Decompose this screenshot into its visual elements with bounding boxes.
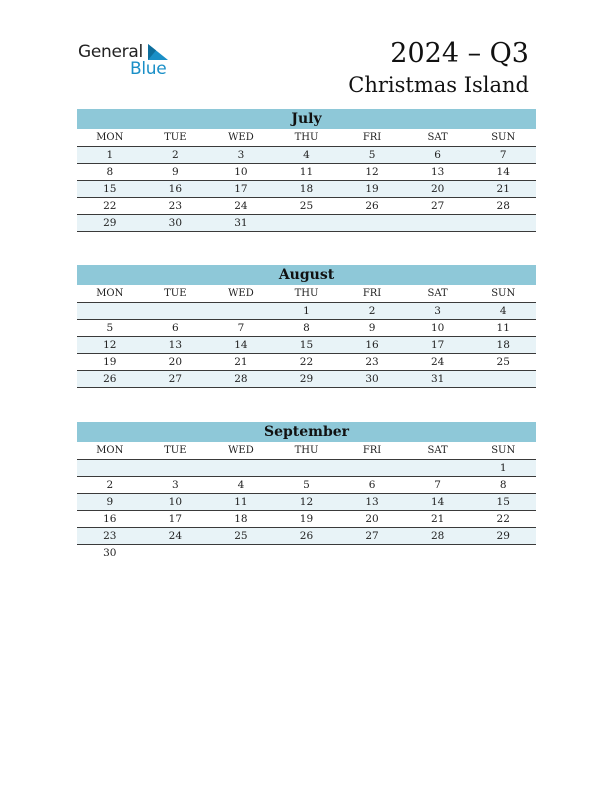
- day-cell: 6: [339, 477, 405, 494]
- day-cell: [274, 545, 340, 561]
- day-cell: 12: [274, 494, 340, 511]
- day-cell: 30: [103, 547, 117, 559]
- weekday-header: SAT: [405, 285, 471, 303]
- day-cell: 8: [470, 477, 536, 494]
- weekday-header: THU: [274, 129, 340, 147]
- day-cell: 25: [470, 354, 536, 371]
- day-cell: 24: [208, 198, 274, 215]
- page-title: 2024 – Q3: [390, 38, 529, 69]
- day-cell: 18: [470, 337, 536, 354]
- day-cell: 16: [339, 337, 405, 354]
- day-cell: 30: [143, 215, 209, 232]
- month-name: September: [77, 422, 536, 442]
- day-cell: 19: [339, 181, 405, 198]
- weekday-header: MON: [77, 129, 143, 147]
- day-cell: 22: [274, 354, 340, 371]
- day-cell: 26: [77, 371, 143, 388]
- calendar-grid: [77, 129, 536, 232]
- day-cell: [274, 215, 340, 232]
- day-cell: [405, 460, 471, 477]
- logo-word-general: General: [78, 42, 143, 62]
- day-cell: 21: [470, 181, 536, 198]
- weekday-header: TUE: [143, 285, 209, 303]
- day-cell: [77, 460, 143, 477]
- day-cell: 5: [274, 477, 340, 494]
- day-cell: 14: [470, 164, 536, 181]
- day-cell: 20: [143, 354, 209, 371]
- weekday-header: SUN: [470, 129, 536, 147]
- weekday-header: FRI: [339, 442, 405, 460]
- day-cell: 8: [77, 164, 143, 181]
- day-cell: 7: [470, 147, 536, 164]
- day-cell: 22: [77, 198, 143, 215]
- day-cell: 17: [405, 337, 471, 354]
- day-cell: 31: [405, 371, 471, 388]
- day-cell: 2: [143, 147, 209, 164]
- day-cell: 4: [274, 147, 340, 164]
- day-cell: 9: [143, 164, 209, 181]
- day-cell: 10: [405, 320, 471, 337]
- day-cell: 12: [339, 164, 405, 181]
- generalblue-logo: [78, 40, 178, 80]
- day-cell: 14: [405, 494, 471, 511]
- day-cell: 12: [77, 337, 143, 354]
- day-cell: 5: [77, 320, 143, 337]
- day-cell: 15: [274, 337, 340, 354]
- month-july: [77, 109, 536, 232]
- day-cell: 21: [405, 511, 471, 528]
- day-cell: [143, 545, 209, 561]
- day-cell: 1: [274, 303, 340, 320]
- day-cell: [274, 460, 340, 477]
- day-cell: [208, 545, 274, 561]
- day-cell: [339, 545, 405, 561]
- day-cell: 23: [143, 198, 209, 215]
- day-cell: 13: [143, 337, 209, 354]
- weekday-header: TUE: [143, 129, 209, 147]
- day-cell: 31: [208, 215, 274, 232]
- weekday-header: MON: [77, 442, 143, 460]
- day-cell: [470, 371, 536, 388]
- day-cell: 1: [77, 147, 143, 164]
- day-cell: 17: [143, 511, 209, 528]
- day-cell: 4: [208, 477, 274, 494]
- day-cell: 10: [208, 164, 274, 181]
- day-cell: 24: [143, 528, 209, 545]
- day-cell: [143, 460, 209, 477]
- weekday-header: WED: [208, 285, 274, 303]
- day-cell: [143, 303, 209, 320]
- day-cell: 16: [143, 181, 209, 198]
- day-cell: 15: [77, 181, 143, 198]
- page-subtitle: Christmas Island: [348, 73, 529, 97]
- day-cell: 3: [208, 147, 274, 164]
- weekday-header: WED: [208, 442, 274, 460]
- day-cell: [470, 215, 536, 232]
- day-cell: 19: [77, 354, 143, 371]
- day-cell: [208, 460, 274, 477]
- day-cell: 13: [339, 494, 405, 511]
- day-cell: 29: [274, 371, 340, 388]
- day-cell: 28: [405, 528, 471, 545]
- day-cell: 29: [77, 215, 143, 232]
- month-august: [77, 265, 536, 388]
- month-september: [77, 422, 536, 561]
- day-cell: 27: [143, 371, 209, 388]
- logo-triangle-icon: [148, 44, 168, 60]
- day-cell: 10: [143, 494, 209, 511]
- day-cell: 21: [208, 354, 274, 371]
- day-cell: 8: [274, 320, 340, 337]
- day-cell: [77, 303, 143, 320]
- day-cell: [208, 303, 274, 320]
- day-cell: 22: [470, 511, 536, 528]
- day-cell: 7: [405, 477, 471, 494]
- day-cell: 4: [470, 303, 536, 320]
- day-cell: 6: [143, 320, 209, 337]
- day-cell: [339, 460, 405, 477]
- logo-word-blue: Blue: [130, 59, 167, 79]
- day-cell: 1: [470, 460, 536, 477]
- weekday-header: SAT: [405, 129, 471, 147]
- weekday-header: SAT: [405, 442, 471, 460]
- weekday-header: WED: [208, 129, 274, 147]
- day-cell: 2: [77, 477, 143, 494]
- weekday-header: FRI: [339, 129, 405, 147]
- day-cell: 28: [470, 198, 536, 215]
- day-cell: 11: [208, 494, 274, 511]
- day-cell: [405, 215, 471, 232]
- day-cell: 13: [405, 164, 471, 181]
- day-cell: 29: [470, 528, 536, 545]
- weekday-header: FRI: [339, 285, 405, 303]
- day-cell: 26: [339, 198, 405, 215]
- day-cell: 15: [470, 494, 536, 511]
- month-name: July: [77, 109, 536, 129]
- day-cell: 26: [274, 528, 340, 545]
- day-cell: 27: [405, 198, 471, 215]
- weekday-header: TUE: [143, 442, 209, 460]
- day-cell: 23: [77, 528, 143, 545]
- day-cell: 14: [208, 337, 274, 354]
- day-cell: 19: [274, 511, 340, 528]
- day-cell: 9: [77, 494, 143, 511]
- day-cell: 25: [274, 198, 340, 215]
- day-cell: 3: [143, 477, 209, 494]
- day-cell: 27: [339, 528, 405, 545]
- day-cell: 20: [339, 511, 405, 528]
- calendar-grid: [77, 442, 536, 561]
- day-cell: 9: [339, 320, 405, 337]
- day-cell: 17: [208, 181, 274, 198]
- day-cell: 24: [405, 354, 471, 371]
- day-cell: 6: [405, 147, 471, 164]
- month-name: August: [77, 265, 536, 285]
- calendar-grid: [77, 285, 536, 388]
- day-cell: 3: [405, 303, 471, 320]
- day-cell: 25: [208, 528, 274, 545]
- day-cell: 7: [208, 320, 274, 337]
- day-cell: [339, 215, 405, 232]
- weekday-header: THU: [274, 285, 340, 303]
- weekday-header: THU: [274, 442, 340, 460]
- weekday-header: MON: [77, 285, 143, 303]
- day-cell: 11: [470, 320, 536, 337]
- day-cell: 28: [208, 371, 274, 388]
- day-cell: 16: [77, 511, 143, 528]
- day-cell: 2: [339, 303, 405, 320]
- day-cell: 18: [274, 181, 340, 198]
- day-cell: [405, 545, 471, 561]
- day-cell: 23: [339, 354, 405, 371]
- day-cell: 20: [405, 181, 471, 198]
- day-cell: [470, 545, 536, 561]
- day-cell: 11: [274, 164, 340, 181]
- day-cell: 30: [339, 371, 405, 388]
- weekday-header: SUN: [470, 442, 536, 460]
- weekday-header: SUN: [470, 285, 536, 303]
- day-cell: 5: [339, 147, 405, 164]
- day-cell: 18: [208, 511, 274, 528]
